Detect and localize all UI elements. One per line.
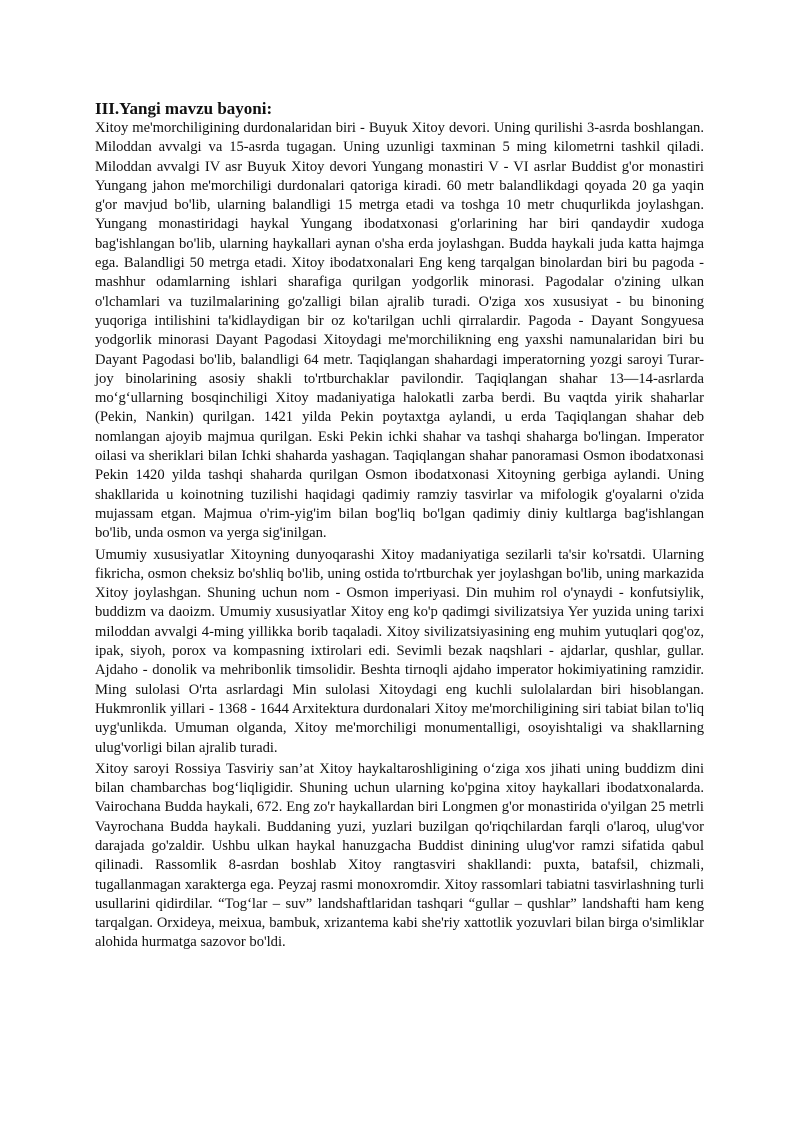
- section-heading: III.Yangi mavzu bayoni:: [95, 99, 273, 118]
- paragraph-architecture: Xitoy me'morchiligining durdonalaridan biri - Buyuk Xitoy devori. Uning qurilishi 3-asrda boshlangan. Miloddan avvalgi va 15-asrda tugagan. Uning uzunligi taxminan 5 ming kilometrni tashkil qiladi. Miloddan avvalgi IV asr Buyuk Xitoy devori Yungang monastiri V - VI asrlar Buddist g'or monastiri Yungang jahon me'morchiligi durdonalari qatoriga kiradi. 60 metr balandlikdagi qoyada 20 ga yaqin g'or mavjud bo'lib, ularning balandligi 15 metrga etadi va toshga 10 metr chuqurlikda joylashgan. Yungang monastiridagi haykal Yungang ibodatxonasi g'orlarining har biri qandaydir xudoga bag'ishlangan bo'lib, ularning haykallari aynan o'sha erda joylashgan. Budda haykali juda katta hajmga ega. Balandligi 50 metrga etadi. Xitoy ibodatxonalari Eng keng tarqalgan binolardan biri bu pagoda - mashhur odamlarning ishlari sharafiga qurilgan yodgorlik minorasi. Pagodalar o'zining ulkan o'lchamlari va tuzilmalarining go'zalligi bilan ajralib turadi. O'ziga xos xususiyat - bu binoning yuqoriga intilishini ta'kidlaydigan bir oz ko'tarilgan uchli qirralardir. Pagoda - Dayant Songyuesa yodgorlik minorasi Dayant Pagodasi Xitoydagi me'morchilikning eng yaxshi namunalaridan biri bu Dayant Pagodasi bo'lib, balandligi 64 metr. Taqiqlangan shahardagi imperatorning yozgi saroyi Turar-joy binolarining asosiy shakli to'rtburchaklar pavilondir. Taqiqlangan shahar 13—14-asrlarda mo‘g‘ullarning bosqinchiligi Xitoy madaniyatiga halokatli zarba berdi. Bu vaqtda yirik shaharlar (Pekin, Nankin) qurilgan. 1421 yilda Pekin poytaxtga aylandi, u erda Taqiqlangan shahar deb nomlangan ajoyib majmua qurilgan. Eski Pekin ichki shahar va tashqi shaharga bo'lingan. Imperator oilasi va sheriklari bilan Ichki shaharda yashagan. Taqiqlangan shahar panoramasi Osmon ibodatxonasi Pekin 1420 yilda tashqi shaharda qurilgan Osmon ibodatxonasi Xitoyning gerbiga aylandi. Uning shakllarida u koinotning tuzilishi haqidagi qadimiy ramziy tasvirlar va mifologik g'oyalarni o'zida mujassam etgan. Majmua o'rim-yig'im bilan bog'liq bo'lgan qadimiy diniy kultlarga bag'ishlangan bo'lib, unda osmon va yerga sig'inilgan.: [95, 120, 704, 542]
- paragraph-general-features: Umumiy xususiyatlar Xitoyning dunyoqarashi Xitoy madaniyatiga sezilarli ta'sir ko'rsatdi. Ularning fikricha, osmon cheksiz bo'shliq bo'lib, uning ostida to'rtburchak yer joylashgan bo'lib, uning markazida Xitoy joylashgan. Shuning uchun nom - Osmon imperiyasi. Din muhim rol o'ynaydi - konfutsiylik, buddizm va daoizm. Umumiy xususiyatlar Xitoy eng ko'p qadimgi sivilizatsiya Yer yuzida uning tarixi miloddan avvalgi 4-ming yillikka borib taqaladi. Xitoy sivilizatsiyasining eng muhim yutuqlari qog'oz, ipak, siyoh, porox va kompasning ixtirolari edi. Sevimli bezak naqshlari - ajdarlar, qushlar, gullar. Ajdaho - donolik va mehribonlik timsolidir. Beshta tirnoqli ajdaho imperator hokimiyatining ramzidir. Ming sulolasi O'rta asrlardagi Min sulolasi Xitoydagi eng kuchli sulolalardan biri hisoblangan. Hukmronlik yillari - 1368 - 1644 Arxitektura durdonalari Xitoy me'morchiligining siri tabiat bilan to'liq uyg'unlikda. Umuman olganda, Xitoy me'morchiligi monumentalligi, osoyishtaligi va shakllarning ulug'vorligi bilan ajralib turadi.: [95, 546, 704, 756]
- paragraph-sculpture-painting: Xitoy saroyi Rossiya Tasviriy san’at Xitoy haykaltaroshligining o‘ziga xos jihati uning buddizm dini bilan chambarchas bog‘liqligidir. Shuning uchun ularning ko'pgina xitoy haykallari ibodatxonalarda. Vairochana Budda haykali, 672. Eng zo'r haykallardan biri Longmen g'or monastirida o'yilgan 25 metrli Vayrochana Budda haykali. Buddaning yuzi, yuzlari buzilgan qo'riqchilardan farqli o'laroq, ulug'vor darajada go'zaldir. Ushbu ulkan haykal hanuzgacha Buddist dinining ulug'vor ramzi sifatida qabul qilinadi. Rassomlik 8-asrdan boshlab Xitoy rangtasviri shakllandi: puxta, batafsil, chizmali, tugallanmagan xarakterga ega. Peyzaj rasmi monoxromdir. Xitoy rassomlari tabiatni tasvirlashning turli usullarini qidirdilar. “Tog‘lar – suv” landshaftlaridan tashqari “gullar – qushlar” landshafti ham keng tarqalgan. Orxideya, meixua, bambuk, xrizantema kabi she'riy xattotlik yozuvlari bilan birga o'simliklar alohida hurmatga sazovor bo'ldi.: [95, 760, 704, 951]
- document-page: [95, 98, 704, 953]
